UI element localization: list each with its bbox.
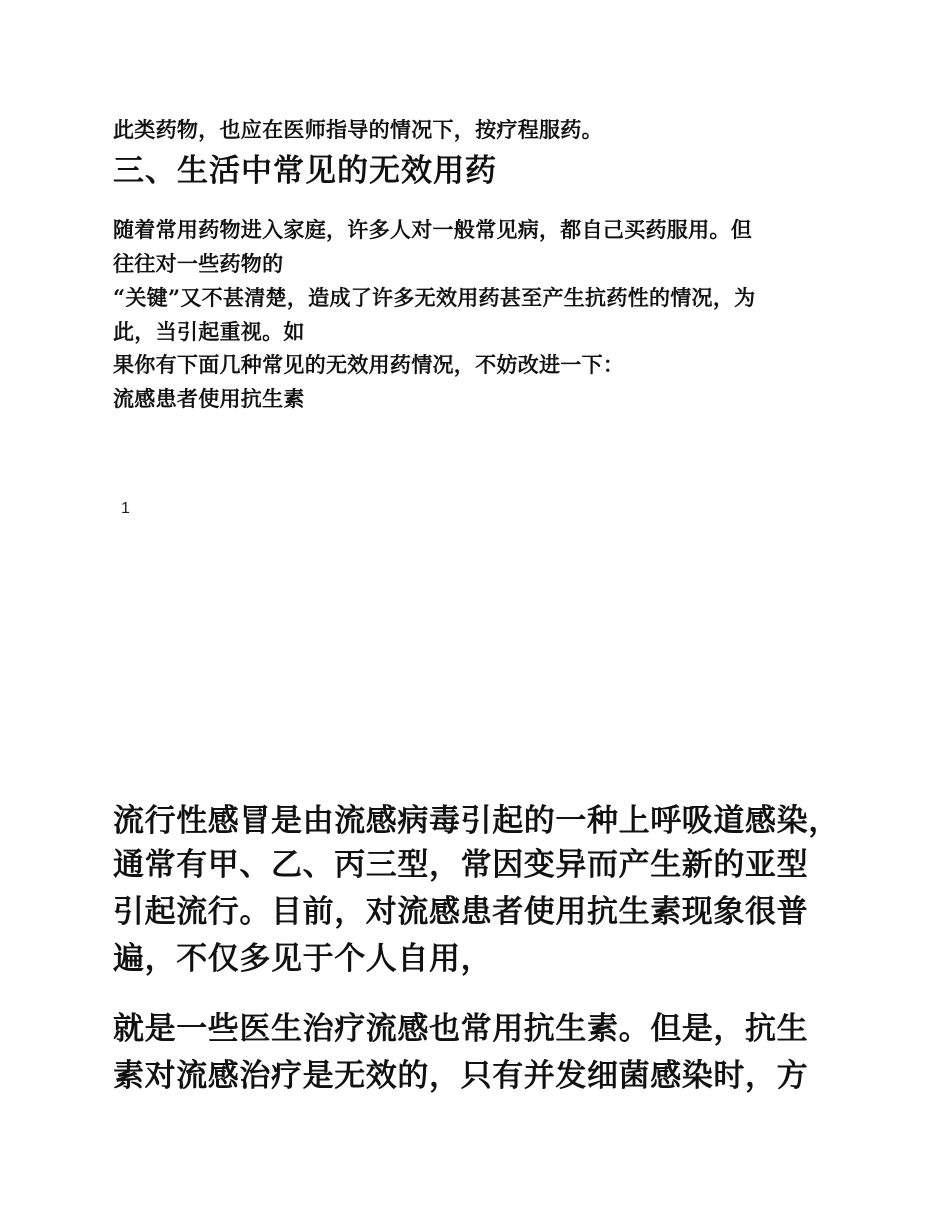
page-number: 1 [121,500,130,517]
intro-line: 此类药物，也应在医师指导的情况下，按疗程服药。 [113,117,603,142]
paragraph-line: 往往对一些药物的 [113,251,284,276]
paragraph-line: 遍，不仅多见于个人自用， [113,941,493,977]
paragraph-line: 引起流行。目前，对流感患者使用抗生素现象很普 [113,894,809,930]
paragraph-line: 流行性感冒是由流感病毒引起的一种上呼吸道感染， [113,803,840,839]
paragraph-line: 就是一些医生治疗流感也常用抗生素。但是，抗生 [113,1011,809,1047]
paragraph-line: 通常有甲、乙、丙三型，常因变异而产生新的亚型 [113,847,809,883]
paragraph-line: 随着常用药物进入家庭，许多人对一般常见病，都自己买药服用。但 [113,217,752,242]
paragraph-line: 素对流感治疗是无效的，只有并发细菌感染时，方 [113,1058,809,1094]
paragraph-line: 果你有下面几种常见的无效用药情况，不妨改进一下： [113,352,625,377]
section-heading: 三、生活中常见的无效用药 [113,153,497,189]
paragraph-line: 此，当引起重视。如 [113,319,305,344]
paragraph-line: “关键”又不甚清楚，造成了许多无效用药甚至产生抗药性的情况，为 [113,285,756,310]
paragraph-line: 流感患者使用抗生素 [113,386,305,411]
